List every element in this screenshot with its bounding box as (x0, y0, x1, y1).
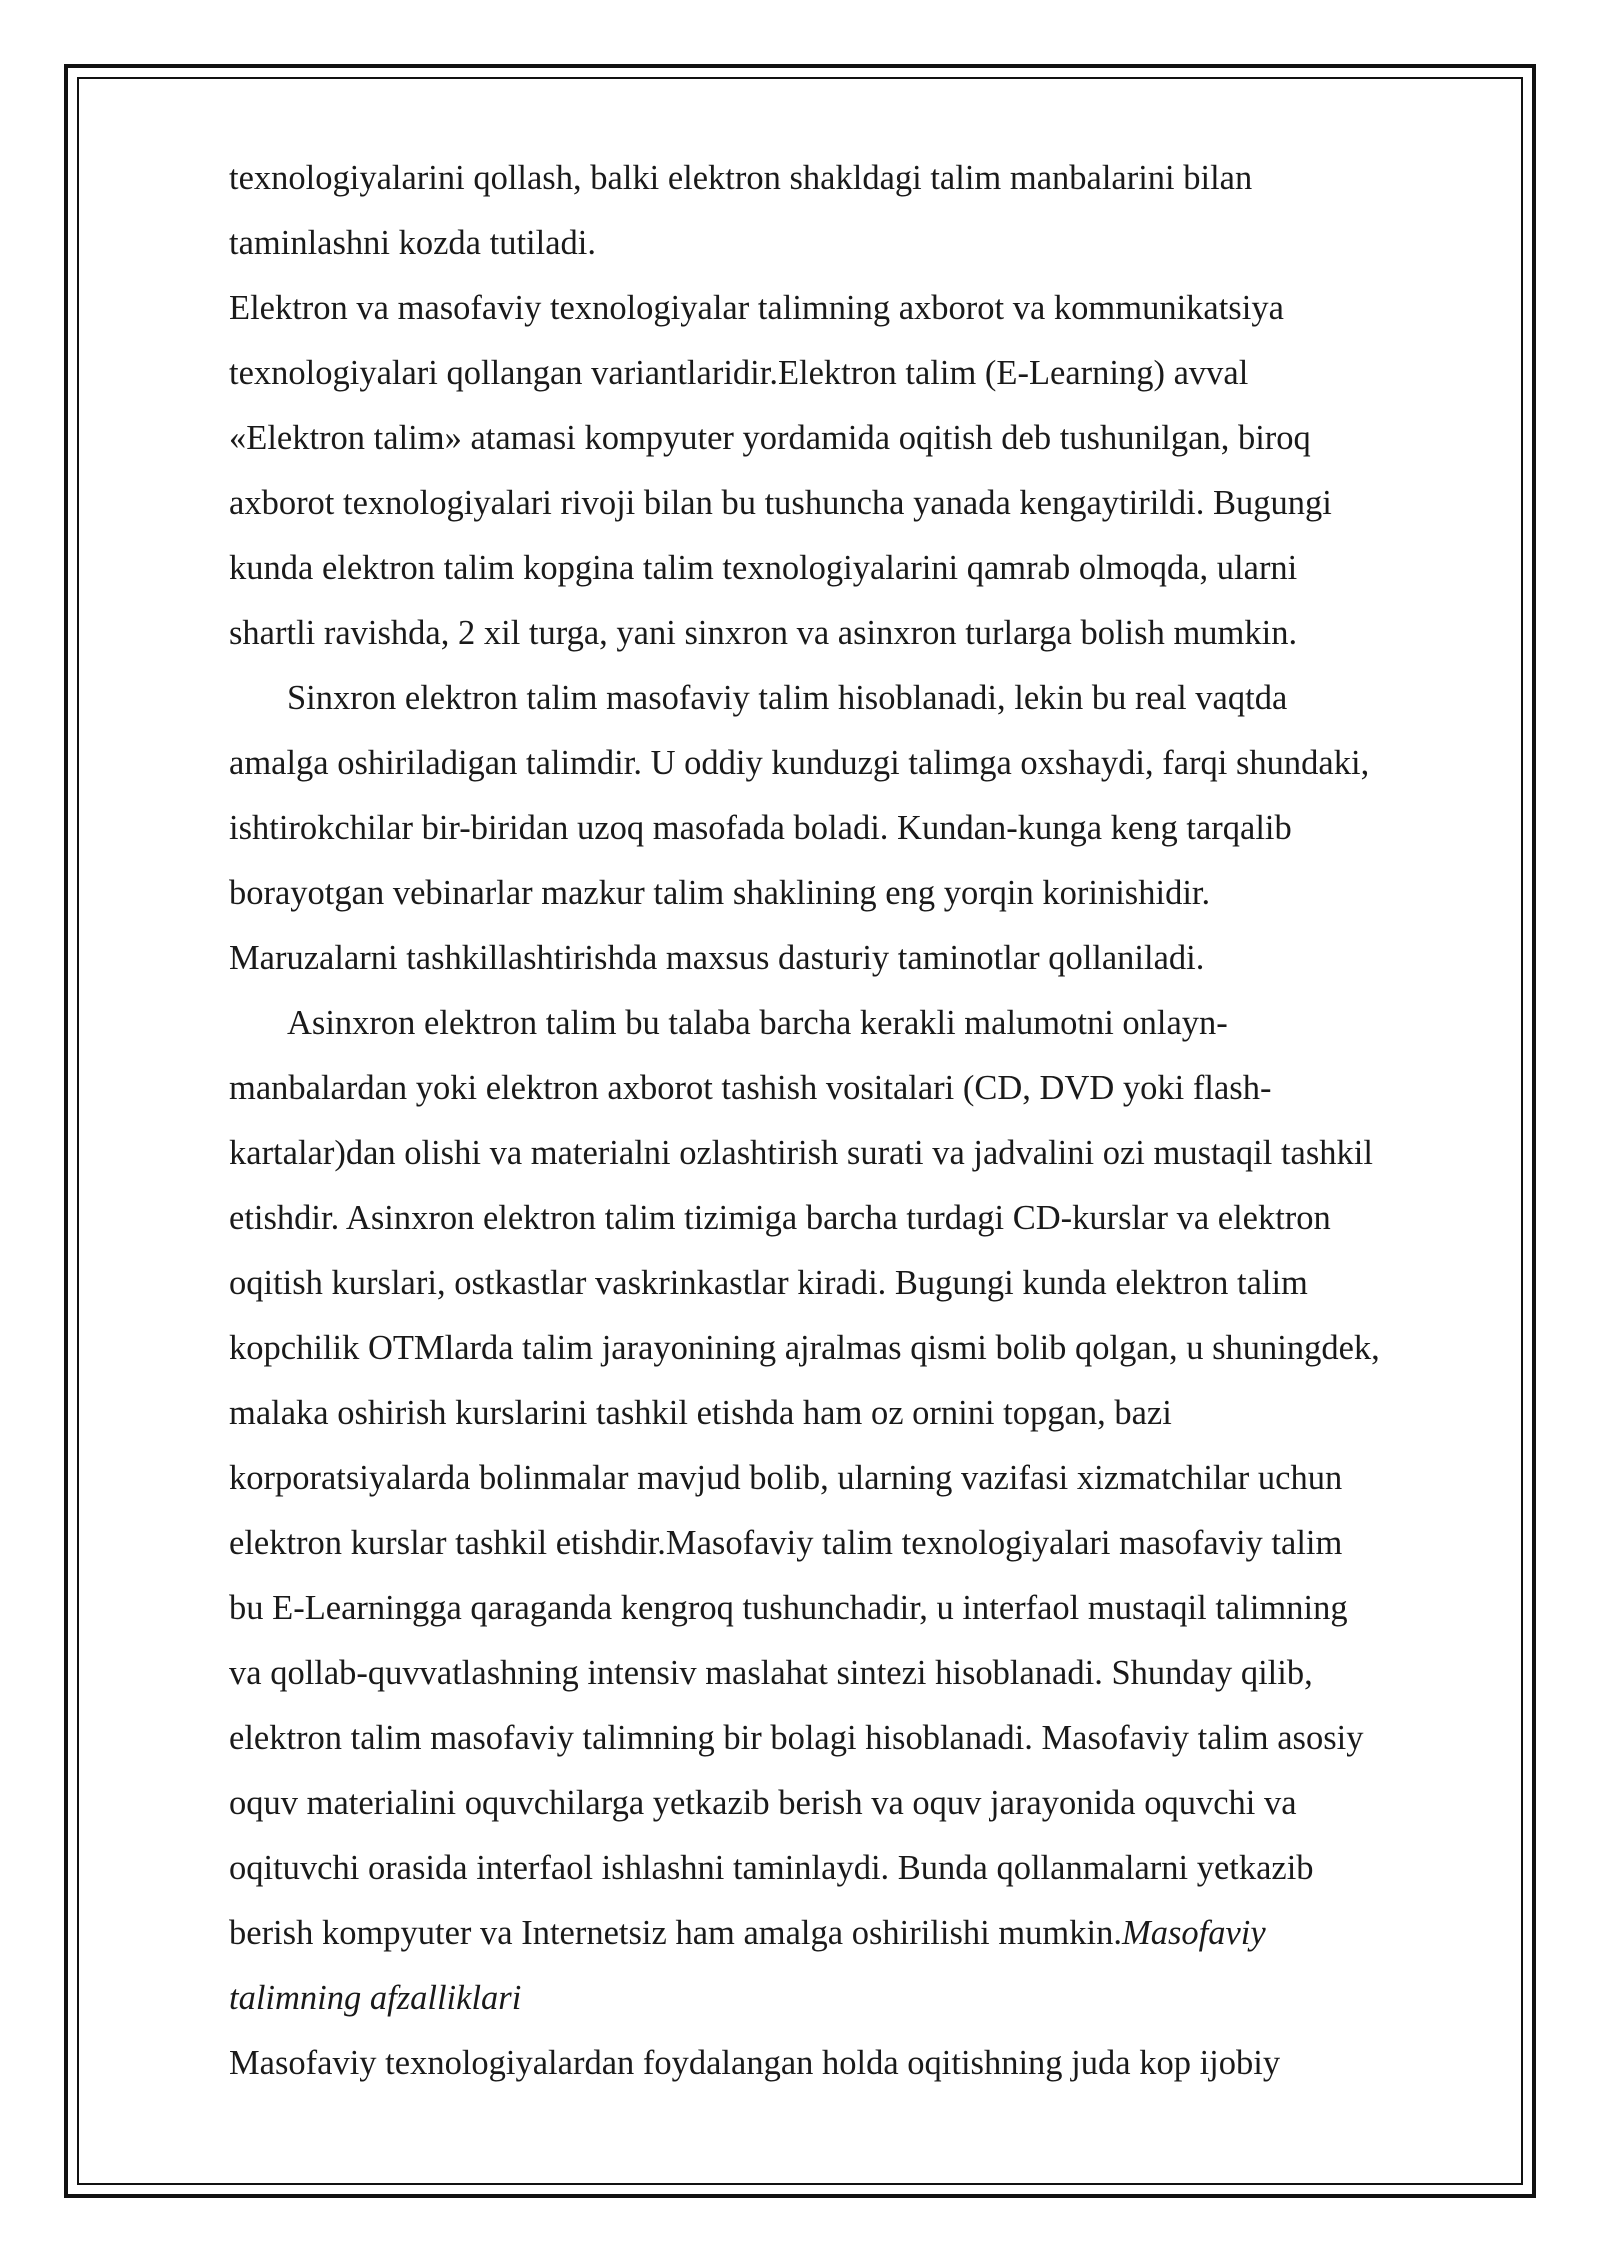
text-line-last: Masofaviy texnologiyalardan foydalangan holda oqitishning juda kop ijobiy (229, 2044, 1281, 2082)
text-line: ishtirokchilar bir-biridan uzoq masofada boladi. Kundan-kunga keng tarqalib (229, 809, 1292, 847)
section-heading-text: talimning afzalliklari (229, 1979, 522, 2017)
text-line: korporatsiyalarda bolinmalar mavjud bolib, ularning vazifasi xizmatchilar uchun (229, 1459, 1343, 1497)
text-line: manbalardan yoki elektron axborot tashish vositalari (CD, DVD yoki flash- (229, 1069, 1272, 1107)
text-line: oqituvchi orasida interfaol ishlashni taminlaydi. Bunda qollanmalarni yetkazib (229, 1849, 1314, 1887)
paragraph-lines (229, 146, 1499, 1901)
section-heading-start: Masofaviy (1121, 1914, 1266, 1952)
text-line: kunda elektron talim kopgina talim texnologiyalarini qamrab olmoqda, ularni (229, 549, 1298, 587)
text-line: kartalar)dan olishi va materialni ozlashtirish surati va jadvalini ozi mustaqil tashkil (229, 1134, 1373, 1172)
text-line: malaka oshirish kurslarini tashkil etishda ham oz ornini topgan, bazi (229, 1394, 1172, 1432)
text-line: elektron kurslar tashkil etishdir.Masofaviy talim texnologiyalari masofaviy talim (229, 1524, 1343, 1562)
text-line: axborot texnologiyalari rivoji bilan bu tushuncha yanada kengaytirildi. Bugungi (229, 484, 1332, 522)
text-line: etishdir. Asinxron elektron talim tizimiga barcha turdagi CD-kurslar va elektron (229, 1199, 1331, 1237)
text-line: «Elektron talim» atamasi kompyuter yordamida oqitish deb tushunilgan, biroq (229, 419, 1311, 457)
text-line: Elektron va masofaviy texnologiyalar talimning axborot va kommunikatsiya (229, 289, 1284, 327)
text-line: oquv materialini oquvchilarga yetkazib berish va oquv jarayonida oquvchi va (229, 1784, 1297, 1822)
text-line: elektron talim masofaviy talimning bir bolagi hisoblanadi. Masofaviy talim asosiy (229, 1719, 1364, 1757)
document-body (229, 146, 1499, 2096)
section-heading (229, 1966, 1499, 2031)
text-line: va qollab-quvvatlashning intensiv maslahat sintezi hisoblanadi. Shunday qilib, (229, 1654, 1313, 1692)
text-line: shartli ravishda, 2 xil turga, yani sinxron va asinxron turlarga bolish mumkin. (229, 614, 1298, 652)
text-line: Sinxron elektron talim masofaviy talim hisoblanadi, lekin bu real vaqtda (287, 679, 1288, 717)
text-line: Maruzalarni tashkillashtirishda maxsus dasturiy taminotlar qollaniladi. (229, 939, 1205, 977)
text-line: bu E-Learningga qaraganda kengroq tushunchadir, u interfaol mustaqil talimning (229, 1589, 1348, 1627)
text-line-mixed (229, 1901, 1499, 1966)
text-line: kopchilik OTMlarda talim jarayonining ajralmas qismi bolib qolgan, u shuningdek, (229, 1329, 1380, 1367)
text-line: Asinxron elektron talim bu talaba barcha kerakli malumotni onlayn- (287, 1004, 1228, 1042)
text-line-mixed-plain: berish kompyuter va Internetsiz ham amalga oshirilishi mumkin. (229, 1914, 1122, 1952)
text-line: oqitish kurslari, ostkastlar vaskrinkastlar kiradi. Bugungi kunda elektron talim (229, 1264, 1308, 1302)
text-line: borayotgan vebinarlar mazkur talim shaklining eng yorqin korinishidir. (229, 874, 1211, 912)
text-line: taminlashni kozda tutiladi. (229, 224, 596, 262)
text-line: texnologiyalari qollangan variantlaridir.Elektron talim (E-Learning) avval (229, 354, 1249, 392)
text-line: amalga oshiriladigan talimdir. U oddiy kunduzgi talimga oxshaydi, farqi shundaki, (229, 744, 1370, 782)
text-line: texnologiyalarini qollash, balki elektron shakldagi talim manbalarini bilan (229, 159, 1253, 197)
